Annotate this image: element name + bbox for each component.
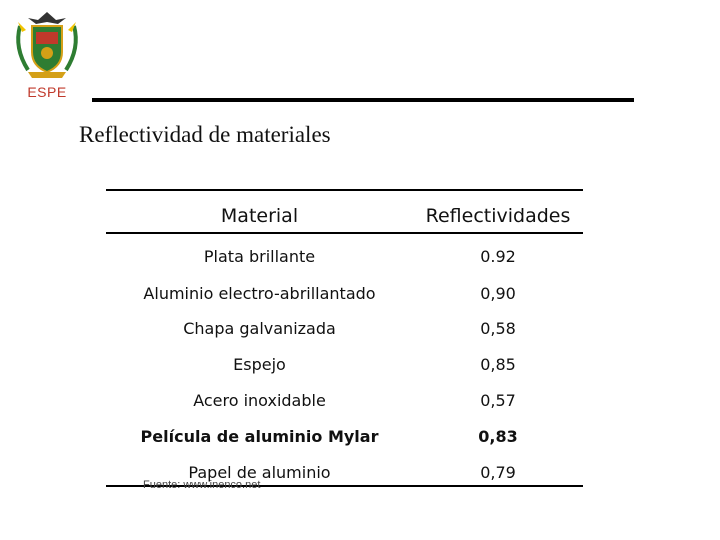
slide-title: Reflectividad de materiales — [79, 122, 331, 147]
crest-icon — [8, 8, 86, 84]
table-cell-value: 0,90 — [480, 284, 516, 303]
source-note: Fuente: www.inenco.net — [143, 479, 261, 491]
table-cell-material: Chapa galvanizada — [183, 319, 336, 338]
logo-text: ESPE — [27, 84, 67, 100]
column-header-reflectividades: Reflectividades — [425, 205, 571, 227]
table-cell-material: Película de aluminio Mylar — [140, 427, 379, 446]
table-cell-material: Espejo — [233, 355, 286, 374]
table-cell-material: Aluminio electro-abrillantado — [143, 284, 376, 303]
espe-logo — [8, 8, 86, 100]
table-header-rule — [106, 232, 583, 234]
column-header-material: Material — [220, 205, 299, 227]
table-cell-value: 0.92 — [480, 247, 516, 266]
table-cell-value: 0,57 — [480, 391, 516, 410]
table-cell-material: Acero inoxidable — [193, 391, 326, 410]
table-top-rule — [106, 189, 583, 191]
table-cell-material: Papel de aluminio — [188, 463, 331, 482]
table-cell-value: 0,83 — [478, 427, 518, 446]
table-cell-material: Plata brillante — [203, 247, 316, 266]
table-cell-value: 0,79 — [480, 463, 516, 482]
table-cell-value: 0,85 — [480, 355, 516, 374]
table-cell-value: 0,58 — [480, 319, 516, 338]
header-divider — [92, 98, 634, 102]
